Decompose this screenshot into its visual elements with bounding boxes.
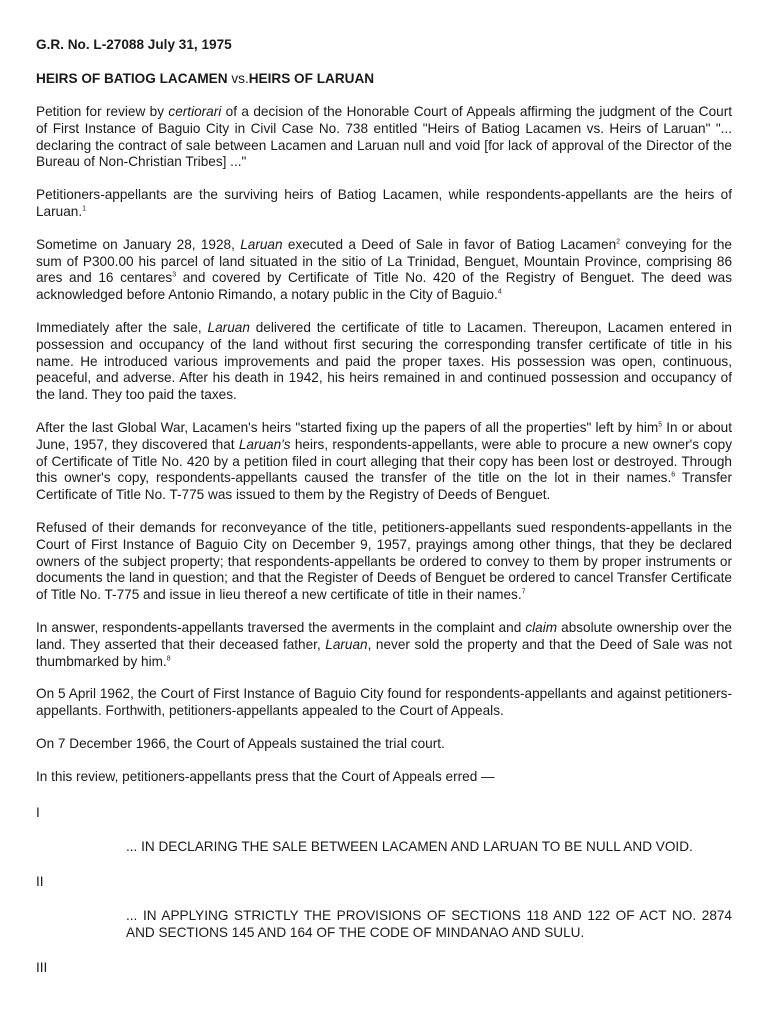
footnote-ref[interactable]: 6 [671,471,676,479]
error-numeral: III [36,959,48,975]
text-run: After the last Global War, Lacamen's heirs "started fixing up the papers of all the properties" left by him [36,419,659,435]
text-run: Sometime on January 28, 1928, [36,236,241,252]
text-run: of a decision of the Honorable Court of Appeals affirming the judgment of the Court of First Instance of Baguio City in Civil Case No. 738 entitled "Heirs of Batiog Lacamen vs. Heirs of Laruan" "... declaring the contract of sale between Lacamen and Laruan null and void [for lack of approval of the Director of the Bureau of Non-Christian Tribes] ..." [36,104,732,170]
footnote-ref[interactable]: 7 [521,588,526,596]
footnote-ref[interactable]: 8 [166,654,171,662]
case-title-vs: vs. [231,71,249,86]
error-numeral: I [36,804,40,820]
error-numeral: II [36,873,44,889]
text-run: Petition for review by [36,104,169,119]
paragraph-3 [36,237,732,304]
text-run: In this review, petitioners-appellants press that the Court of Appeals erred — [36,768,495,784]
footnote-ref[interactable]: 5 [658,421,663,429]
footnote-ref[interactable]: 4 [497,288,502,296]
case-title-respondent: HEIRS OF LARUAN [248,71,375,86]
case-number: G.R. No. L-27088 July 31, 1975 [36,37,232,52]
case-title-petitioner: HEIRS OF BATIOG LACAMEN [36,71,228,86]
text-run-italic: claim [525,619,558,635]
paragraph-9 [36,736,732,753]
text-run: Transfer Certificate of Title No. T-775 was issued to them by the Registry of Deeds of Benguet. [36,470,732,503]
text-run: delivered the certificate of title to Lacamen. Thereupon, Lacamen entered in possession and occupancy of the land without first securing the corresponding transfer certificate of title in his name. He introduced various improvements and paid the proper taxes. His possession was open, continuous, peaceful, and adverse. After his death in 1942, his heirs remained in and continued possession and occupancy of the land. They too paid the taxes. [36,319,732,403]
paragraph-5 [36,420,732,504]
footnote-ref[interactable]: 2 [616,238,621,246]
error-text: ... IN APPLYING STRICTLY THE PROVISIONS OF SECTIONS 118 AND 122 OF ACT NO. 2874 AND SECTIONS 145 AND 164 OF THE CODE OF MINDANAO AND SULU. [126,907,732,940]
text-run-italic: Laruan's [238,436,291,452]
case-title [36,70,732,88]
paragraph-7 [36,620,732,670]
paragraph-1 [36,104,732,171]
paragraph-8 [36,686,732,720]
text-run: Refused of their demands for reconveyance of the title, petitioners-appellants sued respondents-appellants in the Court of First Instance of Baguio City on December 9, 1957, prayings among other things, that they be declared owners of the subject property; that respondents-appellants be ordered to convey to them by proper instruments or documents the land in question; and that the Register of Deeds of Benguet be ordered to cancel Transfer Certificate of Title No. T-775 and issue in lieu thereof a new certificate of title in their names. [36,519,732,603]
text-run: On 5 April 1962, the Court of First Instance of Baguio City found for respondents-appellants and against petitioners-appellants. Forthwith, petitioners-appellants appealed to the Court of Appeals. [36,686,732,719]
text-run: In or about June, 1957, they discovered that [36,419,732,452]
text-run-italic: Laruan [325,636,368,652]
paragraph-10 [36,769,732,786]
text-run: absolute ownership over the land. They asserted that their deceased father, [36,619,732,652]
text-run: Petitioners-appellants are the surviving heirs of Batiog Lacamen, while respondents-appellants are the heirs of Laruan. [36,187,732,219]
text-run: , never sold the property and that the Deed of Sale was not thumbmarked by him. [36,636,733,669]
text-run: and covered by Certificate of Title No. 420 of the Registry of Benguet. The deed was acknowledged before Antonio Rimando, a notary public in the City of Baguio. [36,270,733,303]
footnote-ref[interactable]: 3 [172,271,177,279]
paragraph-6 [36,520,732,604]
paragraph-4 [36,320,732,404]
footnote-ref[interactable]: 1 [82,205,87,213]
text-run: executed a Deed of Sale in favor of Batiog Lacamen [282,236,617,252]
text-run: heirs, respondents-appellants, were able to procure a new owner's copy of Certificate of Title No. 420 by a petition filed in court alleging that their copy has been lost or destroyed. Through this owner's copy, respondents-appellants caused the transfer of the title on the lot in their names. [36,436,733,486]
error-text: ... IN DECLARING THE SALE BETWEEN LACAMEN AND LARUAN TO BE NULL AND VOID. [126,838,693,854]
text-run: conveying for the sum of P300.00 his parcel of land situated in the sitio of La Trinidad, Benguet, Mountain Province, comprising 86 ares and 16 centares [36,236,732,286]
text-run-italic: certiorari [168,104,222,119]
text-run-italic: Laruan [240,236,283,252]
paragraph-2 [36,187,732,221]
text-run: In answer, respondents-appellants traversed the averments in the complaint and [36,619,526,635]
text-run: Immediately after the sale, [36,319,208,335]
text-run-italic: Laruan [207,319,250,335]
text-run: On 7 December 1966, the Court of Appeals sustained the trial court. [36,735,445,751]
